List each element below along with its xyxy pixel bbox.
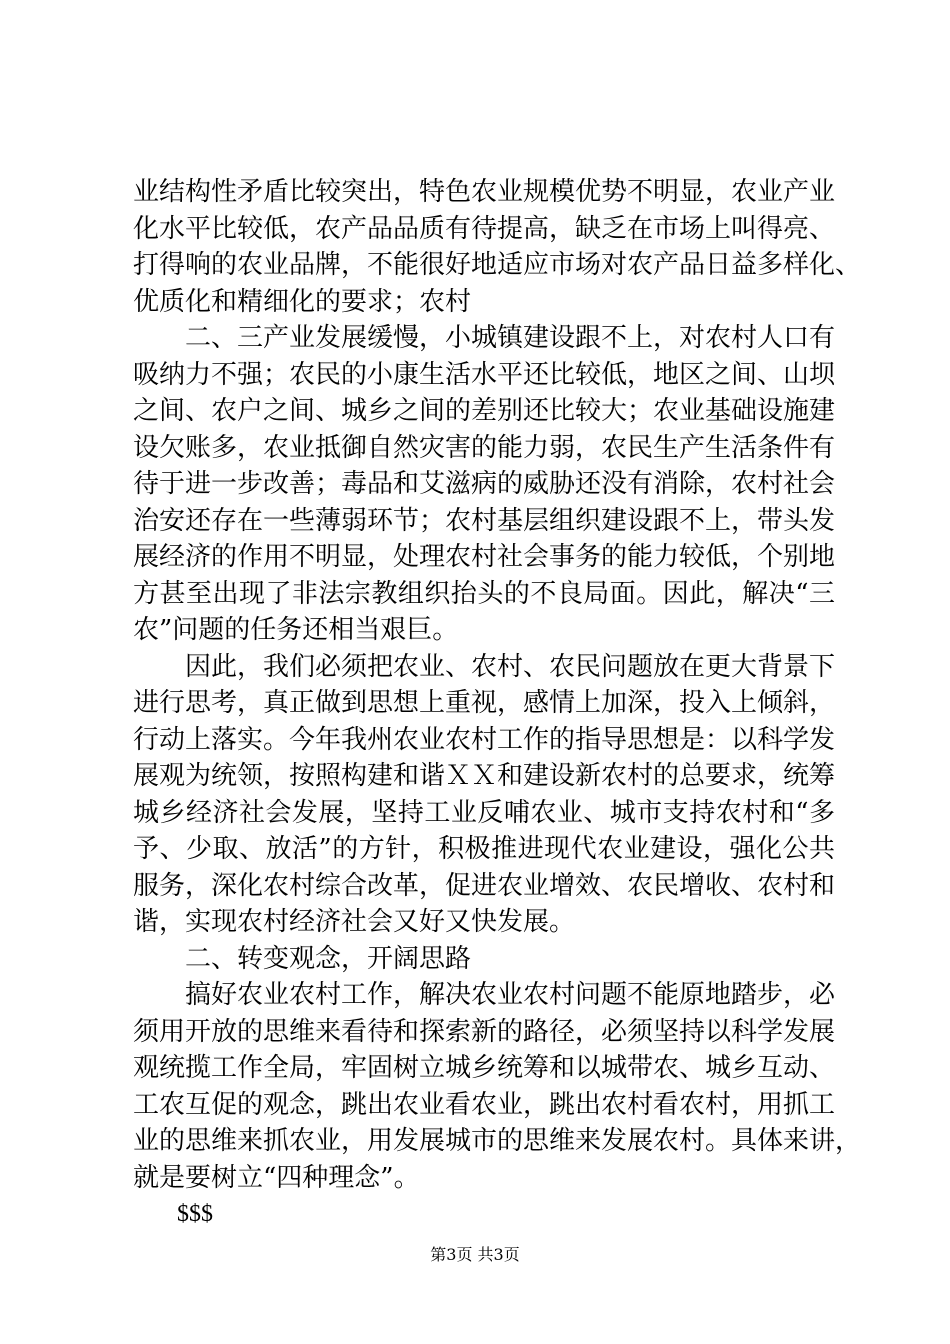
text-line: 之间、农户之间、城乡之间的差别还比较大；农业基础设施建 <box>133 396 836 426</box>
text-line: 治安还存在一些薄弱环节；农村基层组织建设跟不上，带头发 <box>133 505 836 536</box>
text-line: 因此，我们必须把农业、农村、农民问题放在更大背景下 <box>185 651 836 682</box>
text-line: 打得响的农业品牌，不能很好地适应市场对农产品日益多样化、 <box>133 250 862 280</box>
text-line: 谐，实现农村经济社会又好又快发展。 <box>133 907 576 937</box>
text-line: 观统揽工作全局，牢固树立城乡统筹和以城带农、城乡互动、 <box>133 1053 836 1083</box>
text-line: 工农互促的观念，跳出农业看农业，跳出农村看农村，用抓工 <box>133 1089 836 1120</box>
end-marker: $$$ <box>177 1201 213 1227</box>
text-line: 二、三产业发展缓慢，小城镇建设跟不上，对农村人口有 <box>185 323 836 353</box>
text-line: 农”问题的任务还相当艰巨。 <box>133 615 459 645</box>
text-line: 就是要树立“四种理念”。 <box>133 1162 420 1193</box>
section-heading: 二、转变观念，开阔思路 <box>185 943 472 974</box>
text-line: 业结构性矛盾比较突出，特色农业规模优势不明显，农业产业 <box>133 177 836 207</box>
text-line: 方甚至出现了非法宗教组织抬头的不良局面。因此，解决“三 <box>133 578 835 609</box>
text-line: 设欠账多，农业抵御自然灾害的能力弱，农民生产生活条件有 <box>133 432 836 463</box>
text-line: 待于进一步改善；毒品和艾滋病的威胁还没有消除，农村社会 <box>133 469 836 499</box>
text-line: 须用开放的思维来看待和探索新的路径，必须坚持以科学发展 <box>133 1016 836 1047</box>
text-line: 展经济的作用不明显，处理农村社会事务的能力较低，个别地 <box>133 542 836 572</box>
text-line: 展观为统领，按照构建和谐ＸＸ和建设新农村的总要求，统筹 <box>133 761 836 791</box>
page-number-footer: 第3页 共3页 <box>430 1245 520 1264</box>
text-line: 进行思考，真正做到思想上重视，感情上加深，投入上倾斜， <box>133 688 836 718</box>
text-line: 吸纳力不强；农民的小康生活水平还比较低，地区之间、山坝 <box>133 359 836 390</box>
text-line: 化水平比较低，农产品品质有待提高，缺乏在市场上叫得亮、 <box>133 213 836 244</box>
text-line: 业的思维来抓农业，用发展城市的思维来发展农村。具体来讲， <box>133 1126 862 1156</box>
text-line: 服务，深化农村综合改革，促进农业增效、农民增收、农村和 <box>133 870 836 901</box>
text-line: 城乡经济社会发展，坚持工业反哺农业、城市支持农村和“多 <box>133 797 835 828</box>
body-text <box>133 174 862 1233</box>
text-line: 搞好农业农村工作，解决农业农村问题不能原地踏步，必 <box>185 980 836 1010</box>
text-line: 行动上落实。今年我州农业农村工作的指导思想是：以科学发 <box>133 724 836 755</box>
text-line: 予、少取、放活”的方针，积极推进现代农业建设，强化公共 <box>133 834 835 864</box>
text-line: 优质化和精细化的要求；农村 <box>133 286 472 317</box>
